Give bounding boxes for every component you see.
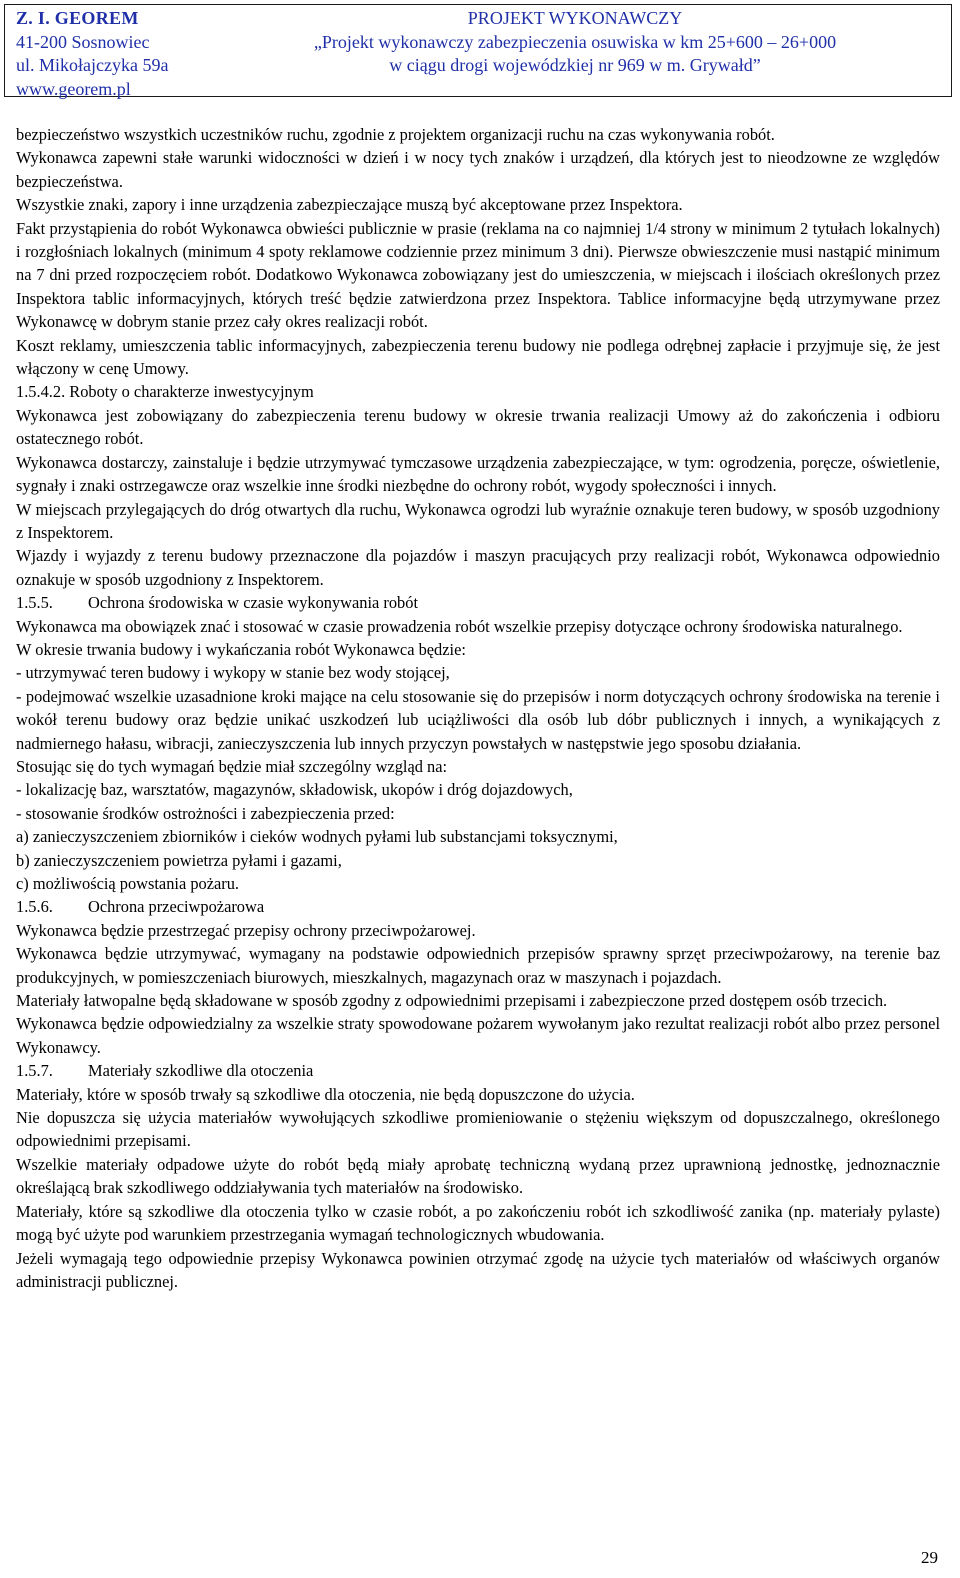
section-number: 1.5.7. — [16, 1061, 53, 1081]
section-heading — [16, 1059, 940, 1082]
paragraph: Wykonawca będzie przestrzegać przepisy ochrony przeciwpożarowej. — [16, 920, 476, 940]
section-number: 1.5.6. — [16, 897, 53, 917]
section-number: 1.5.5. — [16, 593, 53, 613]
paragraph: Materiały, które w sposób trwały są szkodliwe dla otoczenia, nie będą dopuszczone do użycia. — [16, 1084, 635, 1104]
page-number: 29 — [921, 1548, 938, 1567]
company-website: www.georem.pl — [16, 78, 131, 99]
paragraph: W okresie trwania budowy i wykańczania robót Wykonawca będzie: — [16, 639, 466, 659]
paragraph: Jeżeli wymagają tego odpowiednie przepisy Wykonawca powinien otrzymać zgodę na użycie tych materiałów od właściwych organów administracji publicznej. — [16, 1248, 940, 1291]
paragraph: - stosowanie środków ostrożności i zabezpieczenia przed: — [16, 803, 395, 823]
document-body — [16, 123, 940, 1293]
project-block — [275, 7, 875, 78]
company-address-line1: 41-200 Sosnowiec — [16, 31, 150, 52]
company-address-line2: ul. Mikołajczyka 59a — [16, 55, 169, 75]
paragraph: Wykonawca będzie utrzymywać, wymagany na podstawie odpowiednich przepisów sprawny sprzęt przeciwpożarowy, na terenie baz produkcyjnych, w pomieszczeniach biurowych, mieszkalnych, magazynach oraz w maszynach i pojazdach. — [16, 944, 940, 987]
paragraph: Wykonawca będzie odpowiedzialny za wszelkie straty spowodowane pożarem wywołanym jako rezultat realizacji robót albo przez personel Wykonawcy. — [16, 1014, 940, 1057]
paragraph: Stosując się do tych wymagań będzie miał szczególny wzgląd na: — [16, 756, 448, 776]
paragraph: Wszelkie materiały odpadowe użyte do robót będą miały aprobatę techniczną wydaną przez uprawnioną jednostkę, jednoznacznie określającą brak szkodliwego oddziaływania tych materiałów na środowisko. — [16, 1154, 940, 1198]
document-type: PROJEKT WYKONAWCZY — [467, 8, 683, 28]
page-header — [4, 4, 952, 97]
paragraph: a) zanieczyszczeniem zbiorników i cieków wodnych pyłami lub substancjami toksycznymi, — [16, 827, 618, 847]
paragraph: - utrzymywać teren budowy i wykopy w stanie bez wody stojącej, — [16, 663, 450, 683]
paragraph: - lokalizację baz, warsztatów, magazynów, składowisk, ukopów i dróg dojazdowych, — [16, 780, 573, 800]
project-title-line2: w ciągu drogi wojewódzkiej nr 969 w m. Grywałd” — [389, 55, 761, 75]
paragraph: c) możliwością powstania pożaru. — [16, 874, 240, 893]
paragraph: Wykonawca jest zobowiązany do zabezpieczenia terenu budowy w okresie trwania realizacji Umowy aż do zakończenia i odbioru ostatecznego robót. — [16, 405, 940, 449]
paragraph: Nie dopuszcza się użycia materiałów wywołujących szkodliwe promieniowanie o stężeniu większym od dopuszczalnego, określonego odpowiednimi przepisami. — [16, 1108, 940, 1151]
paragraph: bezpieczeństwo wszystkich uczestników ruchu, zgodnie z projektem organizacji ruchu na czas wykonywania robót. — [16, 125, 775, 144]
paragraph: b) zanieczyszczeniem powietrza pyłami i gazami, — [16, 850, 342, 870]
section-heading — [16, 591, 940, 614]
company-block — [16, 7, 246, 101]
section-title: Ochrona środowiska w czasie wykonywania robót — [88, 593, 418, 613]
paragraph: Wjazdy i wyjazdy z terenu budowy przeznaczone dla pojazdów i maszyn pracujących przy realizacji robót, Wykonawca odpowiednio oznakuje w sposób uzgodniony z Inspektorem. — [16, 546, 940, 589]
paragraph: W miejscach przylegających do dróg otwartych dla ruchu, Wykonawca ogrodzi lub wyraźnie oznakuje teren budowy, w sposób uzgodniony z Inspektorem. — [16, 499, 940, 542]
paragraph: Wszystkie znaki, zapory i inne urządzenia zabezpieczające muszą być akceptowane przez Inspektora. — [16, 195, 683, 215]
paragraph: Materiały łatwopalne będą składowane w sposób zgodny z odpowiednimi przepisami i zabezpieczone przed dostępem osób trzecich. — [16, 991, 888, 1011]
section-title: Materiały szkodliwe dla otoczenia — [88, 1061, 314, 1081]
section-title: Ochrona przeciwpożarowa — [88, 897, 265, 917]
paragraph: Koszt reklamy, umieszczenia tablic informacyjnych, zabezpieczenia terenu budowy nie podlega odrębnej zapłacie i przyjmuje się, że jest włączony w cenę Umowy. — [16, 335, 940, 379]
paragraph: 1.5.4.2. Roboty o charakterze inwestycyjnym — [16, 382, 314, 402]
paragraph: - podejmować wszelkie uzasadnione kroki mające na celu stosowanie się do przepisów i norm dotyczących ochrony środowiska na terenie i wokół terenu budowy oraz będzie unikać uszkodzeń lub uciążliwości dla osób lub dóbr publicznych i innych, a wynikających z nadmiernego hałasu, wibracji, zanieczyszczenia lub innych przyczyn powstałych w następstwie jego sposobu działania. — [16, 686, 940, 753]
paragraph: Wykonawca zapewni stałe warunki widoczności w dzień i w nocy tych znaków i urządzeń, dla których jest to nieodzowne ze względów bezpieczeństwa. — [16, 148, 940, 191]
paragraph: Wykonawca ma obowiązek znać i stosować w czasie prowadzenia robót wszelkie przepisy dotyczące ochrony środowiska naturalnego. — [16, 616, 903, 636]
section-heading — [16, 895, 940, 918]
project-title-line1: „Projekt wykonawczy zabezpieczenia osuwiska w km 25+600 – 26+000 — [313, 31, 837, 52]
paragraph: Materiały, które są szkodliwe dla otoczenia tylko w czasie robót, a po zakończeniu robót ich szkodliwość zanika (np. materiały pylaste) mogą być użyte pod warunkiem przestrzegania wymagań technologicznych wbudowania. — [16, 1201, 940, 1245]
paragraph: Fakt przystąpienia do robót Wykonawca obwieści publicznie w prasie (reklama na co najmniej 1/4 strony w minimum 2 tytułach lokalnych) i rozgłośniach lokalnych (minimum 4 spoty reklamowe codziennie przez minimum 3 dni). Pierwsze obwieszczenie musi nastąpić minimum na 7 dni przed rozpoczęciem robót. Dodatkowo Wykonawca zobowiązany jest do umieszczenia, w miejscach i ilościach określonych przez Inspektora tablic informacyjnych, których treść będzie zatwierdzona przez Inspektora. Tablice informacyjne będą utrzymywane przez Wykonawcę w dobrym stanie przez cały okres realizacji robót. — [16, 218, 940, 332]
company-name: Z. I. GEOREM — [16, 8, 139, 28]
paragraph: Wykonawca dostarczy, zainstaluje i będzie utrzymywać tymczasowe urządzenia zabezpieczające, w tym: ogrodzenia, poręcze, oświetlenie, sygnały i znaki ostrzegawcze oraz wszelkie inne środki niezbędne do ochrony robót, wygody społeczności i innych. — [16, 452, 940, 496]
